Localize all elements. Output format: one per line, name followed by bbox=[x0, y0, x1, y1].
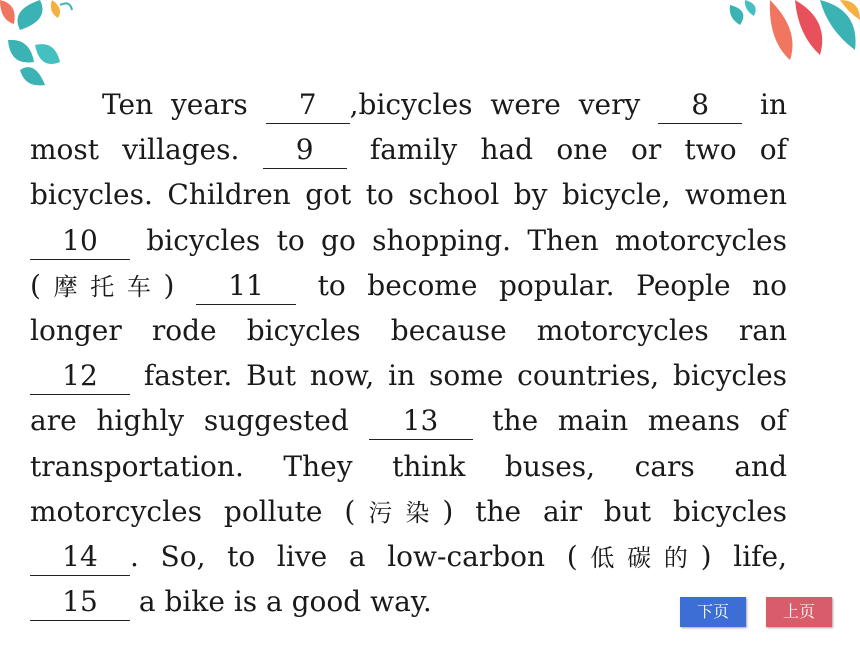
blank-7: 7 bbox=[266, 87, 350, 124]
next-page-button[interactable]: 下页 bbox=[680, 597, 746, 627]
blank-9: 9 bbox=[263, 132, 347, 169]
blank-12: 12 bbox=[30, 358, 130, 395]
passage-line-9: transportation. They think buses, cars and bbox=[30, 449, 787, 483]
blank-11: 11 bbox=[196, 268, 296, 305]
passage-line-1: Ten years 7 ,bicycles were very 8 in bbox=[30, 82, 787, 127]
blank-14: 14 bbox=[30, 539, 130, 576]
passage-line-2: most villages. 9 family had one or two of bbox=[30, 127, 787, 172]
passage-line-3: bicycles. Children got to school by bicycle, women bbox=[30, 178, 787, 212]
passage-line-4: 10 bicycles to go shopping. Then motorcycles bbox=[30, 218, 787, 263]
cloze-passage bbox=[30, 82, 787, 624]
passage-line-11: 14 . So, to live a low-carbon (低碳的) life, bbox=[30, 534, 787, 579]
blank-15: 15 bbox=[30, 584, 130, 621]
floral-decoration-top-right bbox=[710, 0, 860, 80]
blank-10: 10 bbox=[30, 223, 130, 260]
passage-line-6: longer rode bicycles because motorcycles ran bbox=[30, 313, 787, 347]
passage-line-8: are highly suggested 13 the main means of bbox=[30, 398, 787, 443]
passage-line-7: 12 faster. But now, in some countries, bicycles bbox=[30, 353, 787, 398]
blank-13: 13 bbox=[369, 403, 473, 440]
blank-8: 8 bbox=[658, 87, 742, 124]
previous-page-button[interactable]: 上页 bbox=[766, 597, 832, 627]
passage-line-10: motorcycles pollute (污染) the air but bicycles bbox=[30, 494, 788, 528]
passage-line-12: 15 a bike is a good way. bbox=[30, 579, 787, 624]
passage-line-5: (摩托车) 11 to become popular. People no bbox=[30, 263, 787, 308]
